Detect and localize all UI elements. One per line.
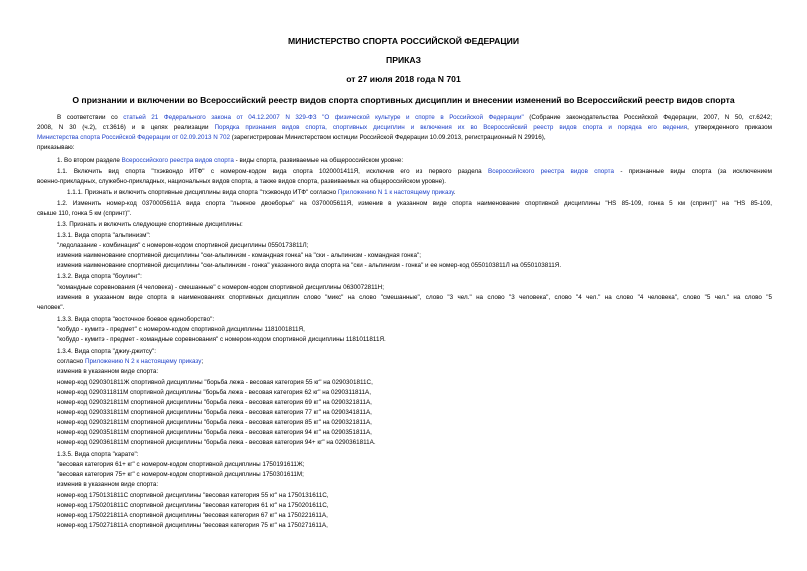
- paragraph-1-3-4-a: согласно Приложению N 2 к настоящему приказу;: [57, 358, 204, 365]
- list-item: номер-код 0290311811М спортивной дисциплины "борьба лежа - весовая категория 62 кг" на 0290311811А,: [57, 389, 371, 396]
- paragraph-1-3-5-a: "весовая категория 61+ кг" с номером-кодом спортивной дисциплины 1750191611Ж;: [57, 461, 305, 468]
- appendix-1-link[interactable]: Приложению N 1 к настоящему приказу: [337, 189, 454, 196]
- paragraph-1-3-5-b: "весовая категория 75+ кг" с номером-кодом спортивной дисциплины 1750301611М;: [57, 471, 304, 478]
- federal-law-link[interactable]: статьей 21 Федерального закона от 04.12.2007 N 329-ФЗ "О физической культуре и спорте в Российской Федерации": [123, 114, 524, 121]
- paragraph-1-3-2-a: "командные соревнования (4 человека) - смешанные" с номером-кодом спортивной дисциплины 0630072811Н;: [57, 284, 384, 291]
- paragraph-1-3-1: 1.3.1. Вида спорта "альпинизм":: [57, 232, 151, 239]
- paragraph-1-3-1-a: "ледолазание - комбинация" с номером-кодом спортивной дисциплины 0550173811Л;: [57, 242, 309, 249]
- ministry-heading: МИНИСТЕРСТВО СПОРТА РОССИЙСКОЙ ФЕДЕРАЦИИ: [287, 36, 519, 46]
- paragraph-1-3-1-b: изменив наименование спортивной дисциплины "ски-альпинизм - командная гонка" на "ски - альпинизм - командная гонка";: [57, 252, 421, 259]
- appendix-2-link[interactable]: Приложению N 2 к настоящему приказу: [84, 358, 202, 365]
- paragraph-1-3-2-b: изменив в указанном виде спорта в наименованиях спортивных дисциплин слово "микс" на слово "смешанные", слово "3 чел." на слово "3 человека", слово "4 чел." на слово "4 человека", слово "5 чел." на слово "5: [57, 294, 772, 301]
- ministry-order-link[interactable]: Министерства спорта Российской Федерации от 02.09.2013 N 702: [37, 134, 231, 141]
- preamble-line-3: Министерства спорта Российской Федерации от 02.09.2013 N 702 (зарегистрирован Министерством юстиции Российской Федерации 10.09.2013, регистрационный N 29916),: [37, 134, 546, 141]
- list-item: номер-код 1750131811С спортивной дисциплины "весовая категория 55 кг" на 1750131611С,: [57, 492, 329, 499]
- registry-link-1[interactable]: Всероссийского реестра видов спорта: [121, 157, 234, 164]
- document-title: О признании и включении во Всероссийский реестр видов спорта спортивных дисциплин и внесении изменений во Всероссийский реестр видов спорта: [72, 95, 735, 105]
- list-item: номер-код 0290361811М спортивной дисциплины "борьба лежа - весовая категория 94+ кг" на 0290361811А.: [57, 439, 376, 446]
- paragraph-1-3-3-a: "кобудо - кумитэ - предмет" с номером-кодом спортивной дисциплины 1181001811Я,: [57, 326, 305, 333]
- document-type: ПРИКАЗ: [386, 55, 421, 65]
- paragraph-1-2-continued: свыше 110, гонка 5 км (спринт)".: [37, 210, 132, 217]
- paragraph-1-3-2-c: человек".: [37, 304, 65, 311]
- list-item: номер-код 0290321811М спортивной дисциплины "борьба лежа - весовая категория 69 кг" на 0290321811А,: [57, 399, 372, 406]
- list-item: номер-код 1750271811А спортивной дисциплины "весовая категория 75 кг" на 1750271611А,: [57, 522, 328, 529]
- paragraph-1-3: 1.3. Признать и включить следующие спортивные дисциплины:: [57, 221, 243, 228]
- paragraph-1-3-3-b: "кобудо - кумитэ - предмет - командные соревнования" с номером-кодом спортивной дисциплины 1181011811Я.: [57, 336, 386, 343]
- document-date-number: от 27 июля 2018 года N 701: [346, 74, 461, 84]
- paragraph-1-1: 1.1. Включить вид спорта "тхэквондо ИТФ" с номером-кодом вида спорта 1020001411Я, исключив его из первого раздела Всероссийского реестра видов спорта - признанные виды спорта (за исключением: [57, 168, 772, 175]
- list-item: номер-код 0290331811М спортивной дисциплины "борьба лежа - весовая категория 77 кг" на 0290341811А,: [57, 409, 372, 416]
- paragraph-1: 1. Во втором разделе Всероссийского реестра видов спорта - виды спорта, развиваемые на общероссийском уровне:: [57, 157, 404, 164]
- preamble-line-1: В соответствии со статьей 21 Федерального закона от 04.12.2007 N 329-ФЗ "О физической культуре и спорте в Российской Федерации" (Собрание законодательства Российской Федерации, 2007, N 50, ст.6242;: [57, 114, 772, 121]
- preamble-order-word: приказываю:: [37, 144, 75, 151]
- paragraph-1-3-3: 1.3.3. Вида спорта "восточное боевое единоборство":: [57, 316, 215, 323]
- list-item: номер-код 0290351811М спортивной дисциплины "борьба лежа - весовая категория 94 кг" на 0290351811А,: [57, 429, 372, 436]
- list-item: номер-код 0290301811Ж спортивной дисциплины "борьба лежа - весовая категория 55 кг" на 0290301811С,: [57, 379, 373, 386]
- paragraph-1-3-4: 1.3.4. Вида спорта "джиу-джитсу":: [57, 348, 157, 355]
- paragraph-1-3-5-c: изменив в указанном виде спорта:: [57, 481, 159, 488]
- paragraph-1-3-1-c: изменив наименование спортивной дисциплины "ски-альпинизм - гонка" указанного вида спорта на "ски - альпинизм - гонка" и ее номер-код 0550103811Л на 0550103811Я.: [57, 262, 562, 269]
- paragraph-1-3-5: 1.3.5. Вида спорта "карате":: [57, 451, 139, 458]
- paragraph-1-3-4-b: изменив в указанном виде спорта:: [57, 368, 159, 375]
- preamble-line-2: 2008, N 30 (ч.2), ст.3616) и в целях реализации Порядка признания видов спорта, спортивных дисциплин и включения их во Всероссийский реестр видов спорта и порядка его ведения, утвержденного приказом: [37, 124, 773, 131]
- paragraph-1-3-2: 1.3.2. Вида спорта "боулинг":: [57, 273, 142, 280]
- paragraph-1-2: 1.2. Изменить номер-код 0370005611А вида спорта "лыжное двоеборье" на 0370005611Я, изменив в указанном виде спорта наименование спортивной дисциплины "HS 85-109, гонка 5 км (спринт)" на "HS 85-109,: [57, 200, 772, 207]
- list-item: номер-код 0290321811М спортивной дисциплины "борьба лежа - весовая категория 85 кг" на 0290321811А,: [57, 419, 372, 426]
- list-item: номер-код 1750201811С спортивной дисциплины "весовая категория 61 кг" на 1750201611С,: [57, 502, 329, 509]
- list-item: номер-код 1750221811А спортивной дисциплины "весовая категория 67 кг" на 1750221611А,: [57, 512, 328, 519]
- paragraph-1-1-continued: военно-прикладных, служебно-прикладных, национальных видов спорта, а также видов спорта, развиваемых на общероссийском уровне).: [37, 178, 446, 185]
- registry-link-2[interactable]: Всероссийского реестра видов спорта: [488, 168, 614, 175]
- paragraph-1-1-1: 1.1.1. Признать и включить спортивные дисциплины вида спорта "тхэквондо ИТФ" согласно Приложению N 1 к настоящему приказу.: [67, 189, 456, 196]
- procedure-link[interactable]: Порядка признания видов спорта, спортивных дисциплин и включения их во Всероссийский реестр видов спорта и порядка его ведения: [214, 124, 688, 131]
